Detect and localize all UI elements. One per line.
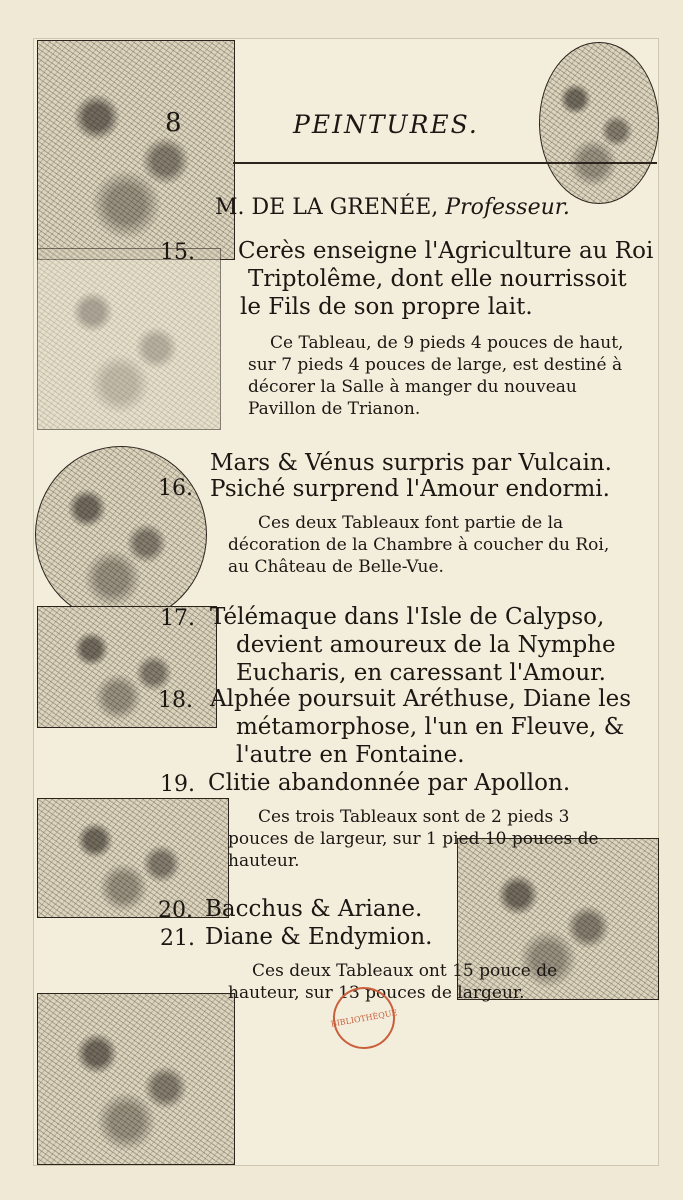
item-number: 20. <box>158 898 193 923</box>
artist-heading <box>215 195 570 220</box>
item-line: Mars & Vénus surpris par Vulcain. <box>210 450 612 476</box>
item-number: 19. <box>160 772 195 797</box>
item-number: 15. <box>160 240 195 265</box>
item-line: métamorphose, l'un en Fleuve, & <box>236 714 625 740</box>
item-number: 17. <box>160 606 195 631</box>
library-stamp: BIBLIOTHÈQUE <box>328 982 400 1054</box>
item-line: devient amoureux de la Nymphe <box>236 632 616 658</box>
sketch-bottom-left <box>37 993 235 1165</box>
item-line: Psiché surprend l'Amour endormi. <box>210 476 610 502</box>
item-line: Alphée poursuit Aréthuse, Diane les <box>210 686 632 712</box>
artist-name: M. DE LA GRENÉE, <box>215 195 439 220</box>
item-line: Diane & Endymion. <box>205 924 433 950</box>
item-number: 16. <box>158 476 193 501</box>
item-number: 21. <box>160 926 195 951</box>
title-rule <box>233 162 657 164</box>
sketch-left-oval <box>35 446 207 623</box>
item-note: Ces deux Tableaux ont 15 pouce de hauteur, sur 13 pouces de largeur. <box>228 961 558 1003</box>
page-number: 8 <box>165 108 182 138</box>
item-note: Ce Tableau, de 9 pieds 4 pouces de haut, sur 7 pieds 4 pouces de large, est destiné à décorer la Salle à manger du nouveau Pavillon de Trianon. <box>248 333 624 419</box>
item-line: Bacchus & Ariane. <box>205 896 423 922</box>
sketch-left-lower <box>37 798 229 918</box>
sketch-left-middle-1 <box>37 248 221 430</box>
item-line: Télémaque dans l'Isle de Calypso, <box>210 604 605 630</box>
item-line: le Fils de son propre lait. <box>240 294 533 320</box>
item-note: Ces deux Tableaux font partie de la décoration de la Chambre à coucher du Roi, au Château de Belle-Vue. <box>228 513 610 577</box>
sketch-top-left <box>37 40 235 260</box>
artist-role: Professeur. <box>445 195 570 220</box>
item-line: Clitie abandonnée par Apollon. <box>208 770 571 796</box>
item-line: Cerès enseigne l'Agriculture au Roi <box>238 238 654 264</box>
item-line: Eucharis, en caressant l'Amour. <box>236 660 606 686</box>
item-note: Ces trois Tableaux sont de 2 pieds 3 pouces de largeur, sur 1 pied 10 pouces de hauteur. <box>228 807 599 871</box>
item-line: l'autre en Fontaine. <box>236 742 465 768</box>
item-line: Triptolême, dont elle nourrissoit <box>248 266 627 292</box>
item-number: 18. <box>158 688 193 713</box>
page-title: PEINTURES. <box>293 110 479 139</box>
sketch-top-right-oval <box>539 42 659 204</box>
